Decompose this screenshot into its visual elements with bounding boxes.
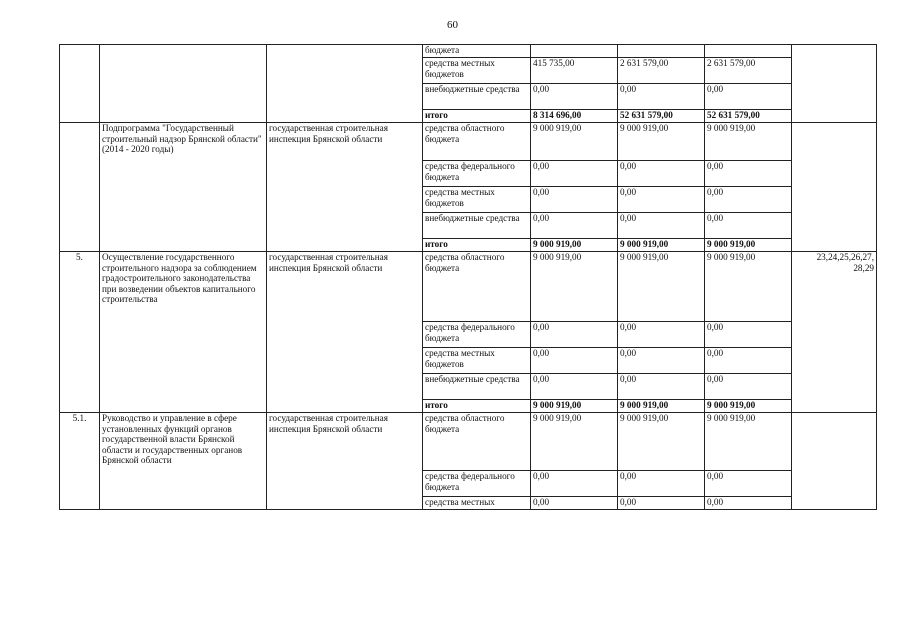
- funding-source: внебюджетные средства: [423, 374, 531, 400]
- amount-year-1: 0,00: [531, 322, 618, 348]
- amount-year-1: 9 000 919,00: [531, 123, 618, 161]
- amount-year-1: 0,00: [531, 348, 618, 374]
- table-row: [60, 252, 877, 322]
- amount-year-2: 0,00: [618, 374, 705, 400]
- amount-year-2: 0,00: [618, 348, 705, 374]
- funding-source: внебюджетные средства: [423, 84, 531, 110]
- item-executor: государственная строительная инспекция Брянской области: [267, 123, 423, 252]
- amount-year-1: 9 000 919,00: [531, 239, 618, 252]
- amount-year-3: 2 631 579,00: [705, 58, 792, 84]
- amount-year-3: 9 000 919,00: [705, 239, 792, 252]
- budget-table: [59, 44, 877, 510]
- item-number: 5.1.: [60, 413, 100, 510]
- funding-source: средства областного бюджета: [423, 123, 531, 161]
- funding-source: средства федерального бюджета: [423, 471, 531, 497]
- amount-year-1: 0,00: [531, 161, 618, 187]
- amount-year-1: 9 000 919,00: [531, 413, 618, 471]
- funding-source: внебюджетные средства: [423, 213, 531, 239]
- amount-year-2: 9 000 919,00: [618, 400, 705, 413]
- amount-year-3: [705, 45, 792, 58]
- amount-year-2: [618, 45, 705, 58]
- amount-year-3: 0,00: [705, 161, 792, 187]
- funding-source: средства местных бюджетов: [423, 58, 531, 84]
- amount-year-3: 0,00: [705, 213, 792, 239]
- indicator-refs: [792, 123, 877, 252]
- item-number: 5.: [60, 252, 100, 413]
- item-number: [60, 123, 100, 252]
- amount-year-3: 9 000 919,00: [705, 413, 792, 471]
- amount-year-3: 52 631 579,00: [705, 110, 792, 123]
- amount-year-1: 9 000 919,00: [531, 400, 618, 413]
- funding-source: средства федерального бюджета: [423, 322, 531, 348]
- indicator-refs: [792, 45, 877, 123]
- amount-year-2: 0,00: [618, 497, 705, 510]
- funding-source: средства местных бюджетов: [423, 187, 531, 213]
- amount-year-1: 0,00: [531, 84, 618, 110]
- item-executor: [267, 45, 423, 123]
- amount-year-2: 0,00: [618, 187, 705, 213]
- funding-source: итого: [423, 110, 531, 123]
- item-executor: государственная строительная инспекция Брянской области: [267, 252, 423, 413]
- funding-source: итого: [423, 400, 531, 413]
- table-row: [60, 413, 877, 471]
- amount-year-2: 0,00: [618, 471, 705, 497]
- item-name: Подпрограмма "Государственный строительный надзор Брянской области" (2014 - 2020 годы): [100, 123, 267, 252]
- amount-year-1: 8 314 696,00: [531, 110, 618, 123]
- indicator-refs: [792, 413, 877, 510]
- funding-source: средства областного бюджета: [423, 413, 531, 471]
- page-number: 60: [447, 19, 458, 31]
- amount-year-1: 0,00: [531, 374, 618, 400]
- item-name: Руководство и управление в сфере установленных функций органов государственной власти Брянской области и государственных органов Брянской области: [100, 413, 267, 510]
- amount-year-3: 9 000 919,00: [705, 252, 792, 322]
- table-row: [60, 123, 877, 161]
- amount-year-3: 9 000 919,00: [705, 400, 792, 413]
- amount-year-3: 0,00: [705, 348, 792, 374]
- amount-year-1: 0,00: [531, 497, 618, 510]
- amount-year-2: 9 000 919,00: [618, 413, 705, 471]
- amount-year-2: 52 631 579,00: [618, 110, 705, 123]
- amount-year-1: 0,00: [531, 471, 618, 497]
- amount-year-3: 0,00: [705, 84, 792, 110]
- amount-year-3: 9 000 919,00: [705, 123, 792, 161]
- amount-year-1: 0,00: [531, 213, 618, 239]
- item-executor: государственная строительная инспекция Брянской области: [267, 413, 423, 510]
- amount-year-2: 0,00: [618, 213, 705, 239]
- funding-source: средства областного бюджета: [423, 252, 531, 322]
- amount-year-2: 0,00: [618, 322, 705, 348]
- funding-source: бюджета: [423, 45, 531, 58]
- amount-year-3: 0,00: [705, 497, 792, 510]
- funding-source: средства местных бюджетов: [423, 348, 531, 374]
- amount-year-3: 0,00: [705, 322, 792, 348]
- amount-year-2: 9 000 919,00: [618, 123, 705, 161]
- amount-year-1: 0,00: [531, 187, 618, 213]
- amount-year-2: 9 000 919,00: [618, 252, 705, 322]
- funding-source: средства местных: [423, 497, 531, 510]
- amount-year-2: 0,00: [618, 84, 705, 110]
- amount-year-3: 0,00: [705, 374, 792, 400]
- amount-year-3: 0,00: [705, 471, 792, 497]
- amount-year-2: 2 631 579,00: [618, 58, 705, 84]
- amount-year-1: 9 000 919,00: [531, 252, 618, 322]
- amount-year-1: 415 735,00: [531, 58, 618, 84]
- indicator-refs: 23,24,25,26,27, 28,29: [792, 252, 877, 413]
- amount-year-2: 0,00: [618, 161, 705, 187]
- item-name: Осуществление государственного строительного надзора за соблюдением градостроительного законодательства при возведении объектов капитального строительства: [100, 252, 267, 413]
- amount-year-3: 0,00: [705, 187, 792, 213]
- item-name: [100, 45, 267, 123]
- item-number: [60, 45, 100, 123]
- amount-year-2: 9 000 919,00: [618, 239, 705, 252]
- funding-source: итого: [423, 239, 531, 252]
- amount-year-1: [531, 45, 618, 58]
- funding-source: средства федерального бюджета: [423, 161, 531, 187]
- table-row: [60, 45, 877, 58]
